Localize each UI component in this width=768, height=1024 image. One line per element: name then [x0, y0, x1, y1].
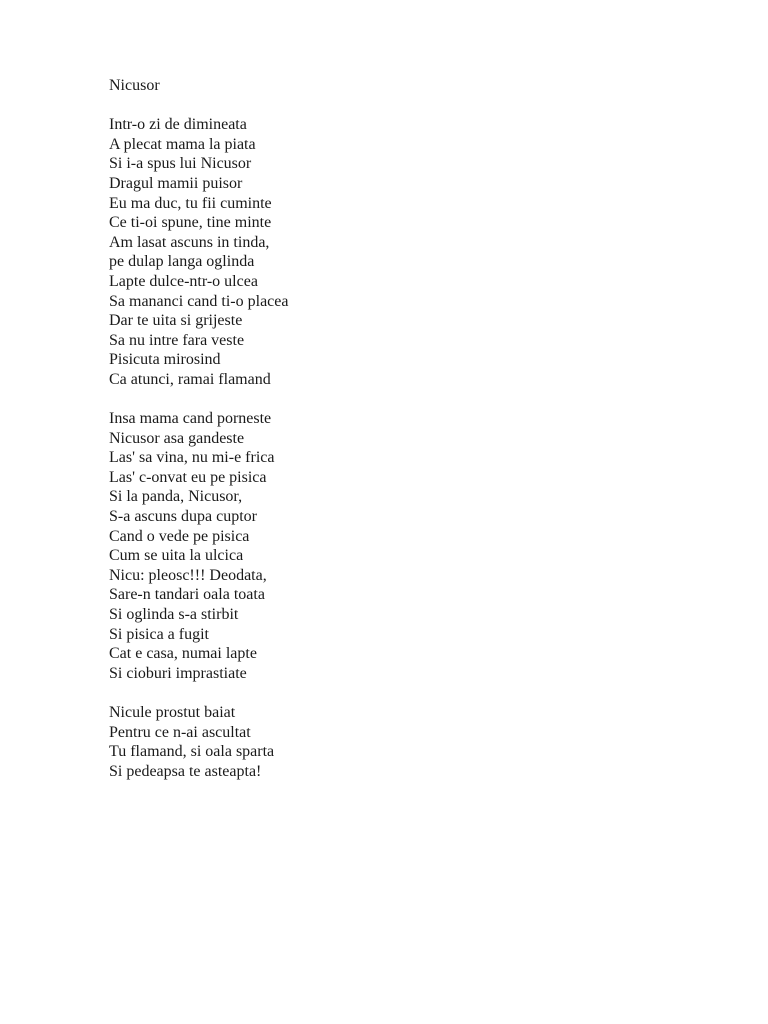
- poem-line: Las' sa vina, nu mi-e frica: [109, 449, 275, 467]
- poem-line: Nicusor asa gandeste: [109, 429, 245, 447]
- poem-line: Cat e casa, numai lapte: [109, 645, 257, 663]
- poem-line: pe dulap langa oglinda: [109, 253, 255, 271]
- poem-line: Sa nu intre fara veste: [109, 331, 245, 349]
- poem-line: Las' c-onvat eu pe pisica: [109, 468, 267, 486]
- poem-line: Dragul mamii puisor: [109, 174, 243, 192]
- poem-line: S-a ascuns dupa cuptor: [109, 508, 257, 526]
- poem-line: Si la panda, Nicusor,: [109, 488, 243, 506]
- poem-line: Eu ma duc, tu fii cuminte: [109, 194, 272, 212]
- poem-line: Nicule prostut baiat: [109, 704, 236, 721]
- poem-line: Dar te uita si grijeste: [109, 312, 243, 330]
- poem-line: Si oglinda s-a stirbit: [109, 606, 239, 624]
- poem-line: Si pisica a fugit: [109, 625, 209, 643]
- stanza-3: [109, 703, 709, 781]
- poem-line: Nicu: pleosc!!! Deodata,: [109, 566, 267, 584]
- poem-title: Nicusor: [109, 77, 160, 94]
- stanza-spacer: [109, 390, 709, 410]
- poem-line: Sare-n tandari oala toata: [109, 586, 265, 604]
- poem-line: Cand o vede pe pisica: [109, 527, 250, 545]
- poem-line: A plecat mama la piata: [109, 135, 256, 153]
- poem-line: Insa mama cand porneste: [109, 410, 272, 428]
- poem-line: Tu flamand, si oala sparta: [109, 743, 275, 761]
- stanza-spacer: [109, 683, 709, 703]
- poem-line: Ce ti-oi spune, tine minte: [109, 214, 272, 232]
- poem-line: Lapte dulce-ntr-o ulcea: [109, 272, 258, 290]
- poem-line: Am lasat ascuns in tinda,: [109, 233, 270, 251]
- spacer: [109, 96, 709, 116]
- poem-line: Ca atunci, ramai flamand: [109, 370, 271, 388]
- poem: [109, 76, 709, 781]
- poem-line: Si i-a spus lui Nicusor: [109, 155, 252, 173]
- poem-line: Intr-o zi de dimineata: [109, 116, 247, 134]
- poem-line: Si cioburi imprastiate: [109, 664, 247, 682]
- poem-line: Sa mananci cand ti-o placea: [109, 292, 289, 310]
- stanza-1: [109, 115, 709, 389]
- poem-line: Pentru ce n-ai ascultat: [109, 723, 251, 741]
- poem-line: Si pedeapsa te asteapta!: [109, 762, 262, 780]
- poem-line: Pisicuta mirosind: [109, 351, 221, 369]
- poem-line: Cum se uita la ulcica: [109, 547, 244, 565]
- stanza-2: [109, 409, 709, 683]
